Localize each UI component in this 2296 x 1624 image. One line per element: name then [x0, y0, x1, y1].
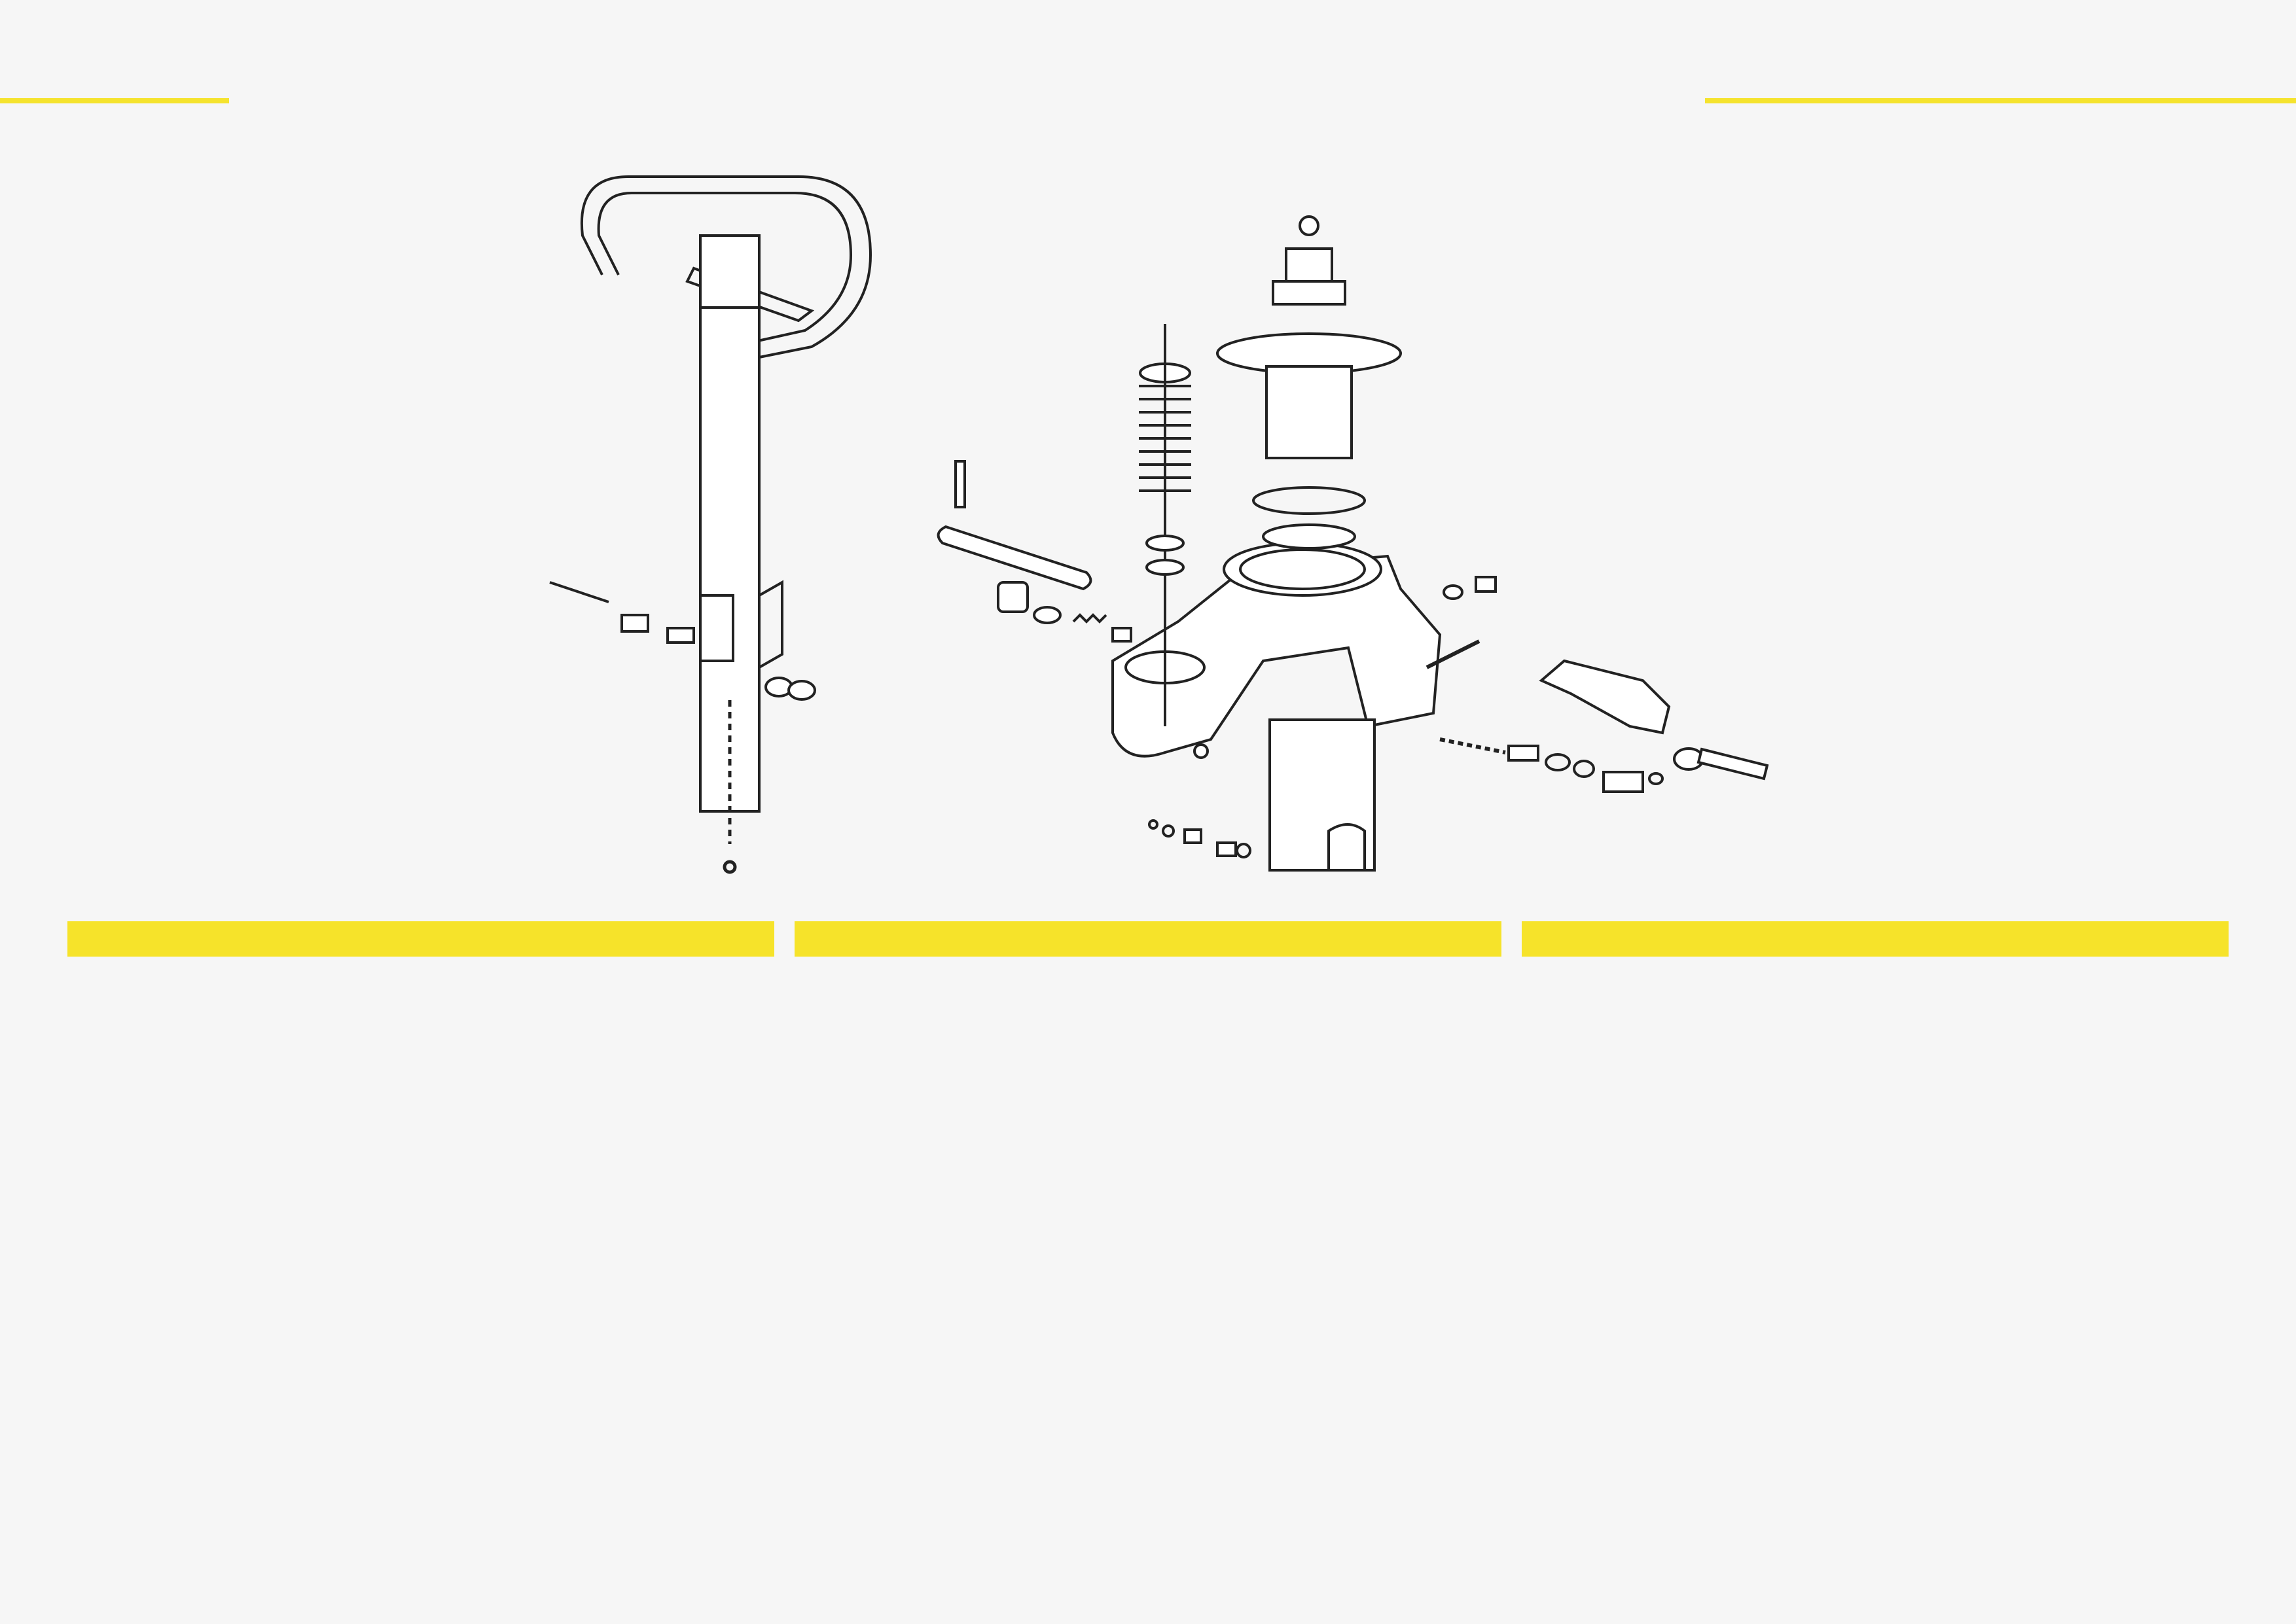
pin-b117: [956, 461, 965, 507]
valve-plug-b119: [998, 582, 1028, 612]
bolt-b133: [1698, 749, 1767, 779]
seal-b145: [1273, 281, 1345, 304]
spring-b128: [1440, 739, 1505, 752]
tube-foot: [759, 582, 782, 667]
lift-cylinder-bottom: [1270, 720, 1374, 870]
col-header-desc: [929, 922, 1387, 956]
col-header-qty: [659, 922, 774, 956]
axle-b118: [939, 527, 1091, 589]
seal-b141: [1263, 525, 1355, 548]
seal-b151: [1147, 560, 1183, 574]
lift-piston-b152: [1286, 249, 1332, 281]
axle-b109: [550, 582, 609, 602]
title-rule-left: [0, 98, 229, 103]
cylinder-b143: [1266, 366, 1352, 458]
roller-b111: [622, 615, 648, 631]
col-header-code: [68, 922, 202, 956]
parts-table-1: [67, 921, 774, 957]
parts-table-3: [1522, 921, 2229, 957]
col-header-qty: [2113, 922, 2228, 956]
valve-spring-b121: [1073, 615, 1106, 622]
bush-b112: [668, 628, 694, 643]
title-rule-right: [1705, 98, 2296, 103]
exploded-parts-diagram: [458, 164, 1833, 909]
ball-b146: [1300, 217, 1318, 235]
pump-drawing: [550, 177, 1767, 872]
col-header-code: [795, 922, 929, 956]
parts-table-2: [795, 921, 1501, 957]
col-header-code: [1522, 922, 1657, 956]
page-title: [275, 52, 1445, 157]
valve-b131: [1604, 772, 1643, 792]
seal-b142: [1253, 487, 1365, 514]
seal-b150: [1147, 536, 1183, 550]
lever-b135: [1541, 661, 1669, 733]
col-header-qty: [1386, 922, 1501, 956]
col-header-desc: [202, 922, 660, 956]
col-header-desc: [1657, 922, 2114, 956]
